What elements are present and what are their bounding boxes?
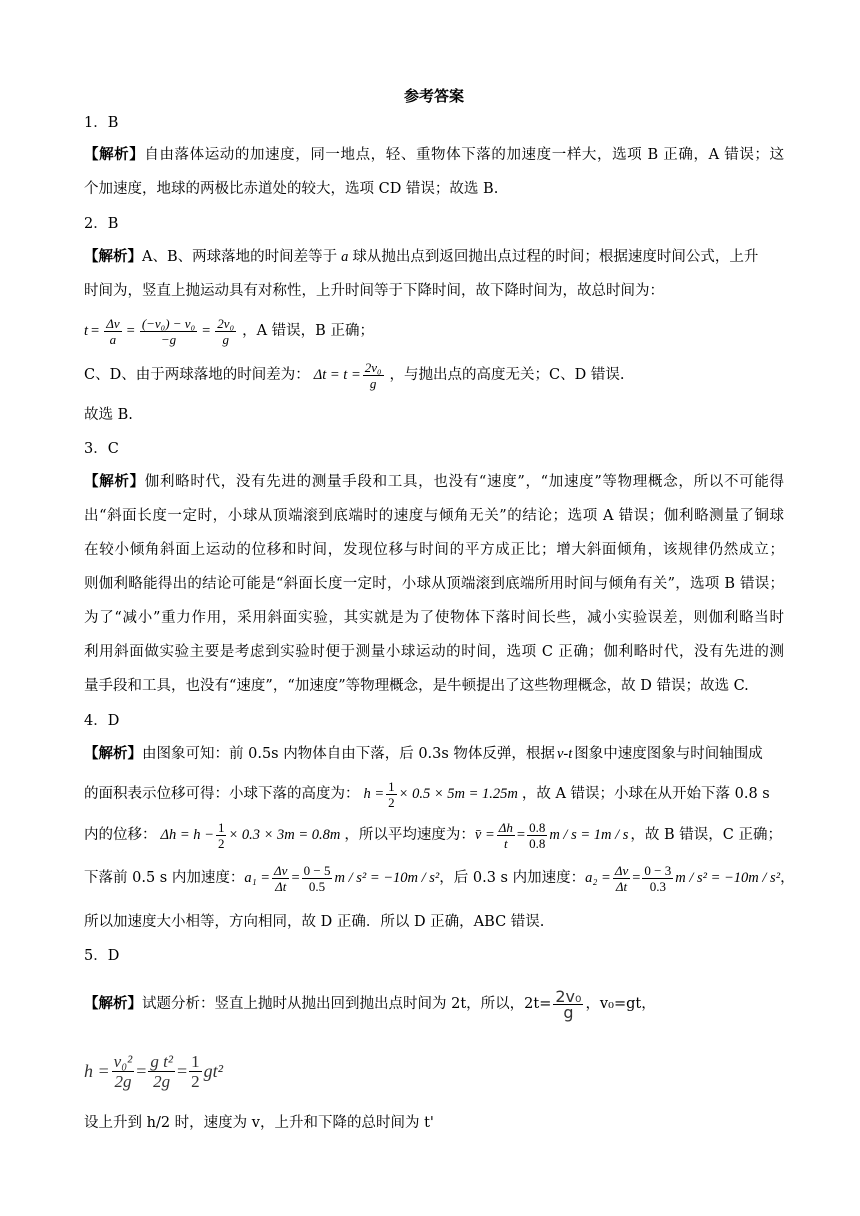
q1-line-1 (84, 145, 784, 165)
q4-text-1a: 由图象可知：前 0.5s 内物体自由下落，后 0.3s 物体反弹，根据 (142, 746, 555, 762)
answer-title: 参考答案 (403, 87, 464, 105)
q4-frac-dv-dt-1: $\frac{\Delta v}{\Delta t}$ (274, 862, 288, 894)
q2-text-4b: ，与抛出点的高度无关；C、D 错误. (389, 367, 625, 383)
q3-number: 3．C (84, 441, 119, 457)
q2-frac-3: $\frac{\text{2v₀}}{g}$ (217, 315, 235, 347)
q4-line-3 (84, 816, 784, 854)
q4-eq-vbar: v̄ = (474, 827, 495, 843)
q3-line-1 (84, 472, 784, 492)
analysis-tag: 【解析】 (84, 995, 142, 1012)
analysis-tag: 【解析】 (84, 745, 142, 762)
q5-line-1 (84, 982, 784, 1026)
q3-text-1: 伽利略时代，没有先进的测量手段和工具，也没有“速度”，“加速度”等物理概念，所以不可能得 (144, 474, 785, 490)
q2-text-1b: 球从抛出点到返回抛出点过程的时间；根据速度时间公式，上升 (352, 249, 759, 265)
q2-formula-t: t (84, 323, 89, 339)
q4-frac-half-2: $\frac{1}{2}$ (217, 819, 225, 851)
q4-line-4 (84, 858, 795, 898)
q3-line-5: 为了“减小”重力作用，采用斜面实验，其实就是为了使物体下落时间长些，减小实验误差，则伽利略当时 (84, 610, 784, 626)
analysis-tag: 【解析】 (84, 146, 145, 163)
q5-eq-1: = (136, 1061, 147, 1081)
q4-line-1 (84, 744, 784, 764)
q2-eq-3: = (202, 323, 211, 339)
q2-frac-2: $\frac{\text{(−v₀) − v₀}}{-g}$ (141, 315, 196, 347)
q4-text-2b: ，故 A 错误；小球在从开始下落 0.8 s (521, 786, 770, 802)
q1-text-1: 自由落体运动的加速度，同一地点，轻、重物体下落的加速度一样大，选项 B 正确，A 错误；这 (144, 147, 785, 163)
q5-eq-gt2: gt² (203, 1061, 224, 1081)
q4-eq-a1: a₁ = (244, 870, 271, 886)
q5-eq-h: h = (84, 1061, 110, 1081)
q4-number: 4．D (84, 713, 120, 729)
q4-var-vt: v-t (556, 746, 573, 762)
analysis-tag: 【解析】 (84, 473, 145, 490)
q4-frac-dh-t: $\frac{\Delta h}{t}$ (498, 819, 513, 851)
q2-line-4 (84, 357, 784, 393)
q3-line-7: 量手段和工具，也没有“速度”，“加速度”等物理概念，是牛顿提出了这些物理概念，故 D 错误；故选 C. (84, 678, 749, 694)
q1-line-2: 个加速度，地球的两极比赤道处的较大，选项 CD 错误；故选 B. (84, 181, 499, 197)
q4-eq-v-eq: = (516, 827, 526, 843)
q2-formula-line (84, 313, 784, 349)
q4-frac-a2-val: $\frac{0 - 3}{0.3}$ (644, 862, 672, 894)
q4-text-4c: ， (780, 870, 795, 886)
q3-line-2: 出“斜面长度一定时，小球从顶端滚到底端时的速度与倾角无关”的结论；选项 A 错误；伽利略测量了铜球 (84, 508, 784, 524)
q5-number: 5．D (84, 948, 120, 964)
q5-text-1b: ，v₀=gt， (585, 996, 656, 1012)
q4-eq-h-rest: × 0.5 × 5m = 1.25m (398, 786, 518, 802)
q3-line-3: 在较小倾角斜面上运动的位移和时间，发现位移与时间的平方成正比；增大斜面倾角，该规律仍然成立； (84, 542, 784, 558)
q5-formula-line (84, 1046, 784, 1096)
analysis-tag: 【解析】 (84, 248, 142, 265)
q2-eq-1: = (91, 323, 100, 339)
q2-line-2: 时间为，竖直上抛运动具有对称性，上升时间等于下降时间，故下降时间为，故总时间为： (84, 283, 664, 299)
q4-frac-half-1: $\frac{1}{2}$ (388, 778, 395, 810)
q2-text-1a: A、B、两球落地的时间差等于 (142, 249, 338, 265)
q2-text-4a: C、D、由于两球落地的时间差为： (84, 367, 310, 383)
q3-line-6: 利用斜面做实验主要是考虑到实验时便于测量小球运动的时间，选项 C 正确；伽利略时代，没有先进的测 (84, 644, 784, 660)
q5-frac-half: $\frac{1}{2}$ (191, 1051, 200, 1091)
q5-frac-gt2-2g: $\frac{\text{g t²}}{2g}$ (150, 1051, 173, 1091)
q4-text-3a: 内的位移： (84, 827, 157, 843)
q4-eq-a2-rest: m / s² = −10m / s² (675, 870, 781, 886)
q5-frac-v0sq-2g: $\frac{\text{v₀²}}{2g}$ (113, 1051, 133, 1091)
q4-line-5: 所以加速度大小相等，方向相同，故 D 正确．所以 D 正确，ABC 错误. (84, 914, 545, 930)
q5-line-3: 设上升到 h/2 时，速度为 v，上升和下降的总时间为 t' (84, 1115, 434, 1131)
q4-frac-08: $\frac{0.8}{0.8}$ (529, 819, 546, 851)
q4-text-2a: 的面积表示位移可得：小球下落的高度为： (84, 786, 360, 802)
q2-line-5: 故选 B. (84, 407, 133, 423)
q4-text-4b: ，后 0.3 s 内加速度： (439, 870, 586, 886)
q4-eq-dh: Δh = h − (160, 827, 214, 843)
q4-eq-h: h = (363, 786, 385, 802)
q4-frac-a1-val: $\frac{0 - 5}{0.5}$ (303, 862, 331, 894)
q4-text-3c: ，故 B 错误，C 正确； (630, 827, 782, 843)
q1-number: 1．B (84, 115, 119, 131)
q5-text-1a: 试题分析：竖直上抛时从抛出回到抛出点时间为 2t，所以，2t= (142, 996, 552, 1012)
q2-frac-4: $\frac{\text{2v₀}}{g}$ (364, 359, 382, 391)
q2-dt-eq: Δt = t = (313, 367, 361, 383)
q4-text-3b: ，所以平均速度为： (344, 827, 475, 843)
q4-eq-dh-rest: × 0.3 × 3m = 0.8m (228, 827, 341, 843)
q2-number: 2．B (84, 216, 119, 232)
q4-eq-v-rest: m / s = 1m / s (549, 827, 629, 843)
q5-eq-2: = (176, 1061, 188, 1081)
q4-frac-dv-dt-2: $\frac{\Delta v}{\Delta t}$ (614, 862, 629, 894)
q2-formula-tail: ，A 错误，B 正确； (242, 323, 374, 339)
q2-var-a: a (341, 249, 349, 265)
q4-eq-a2-eq: = (632, 870, 641, 886)
q3-line-4: 则伽利略能得出的结论可能是“斜面长度一定时，小球从顶端滚到底端所用时间与倾角有关”，选项 B 错误； (84, 576, 784, 592)
q2-eq-2: = (126, 323, 135, 339)
q5-frac-2v0-g: $\frac{\text{2v₀}}{g}$ (555, 986, 582, 1022)
q4-eq-a1-rest: m / s² = −10m / s² (334, 870, 440, 886)
q4-line-2 (84, 776, 784, 812)
q4-eq-a1-eq: = (291, 870, 300, 886)
q4-eq-a2: a₂ = (585, 870, 611, 886)
q2-frac-1: $\frac{\Delta v}{a}$ (106, 315, 120, 347)
q2-line-1 (84, 247, 784, 267)
q4-text-4a: 下落前 0.5 s 内加速度： (84, 870, 245, 886)
q4-text-1b: 图象中速度图象与时间轴围成 (574, 746, 763, 762)
